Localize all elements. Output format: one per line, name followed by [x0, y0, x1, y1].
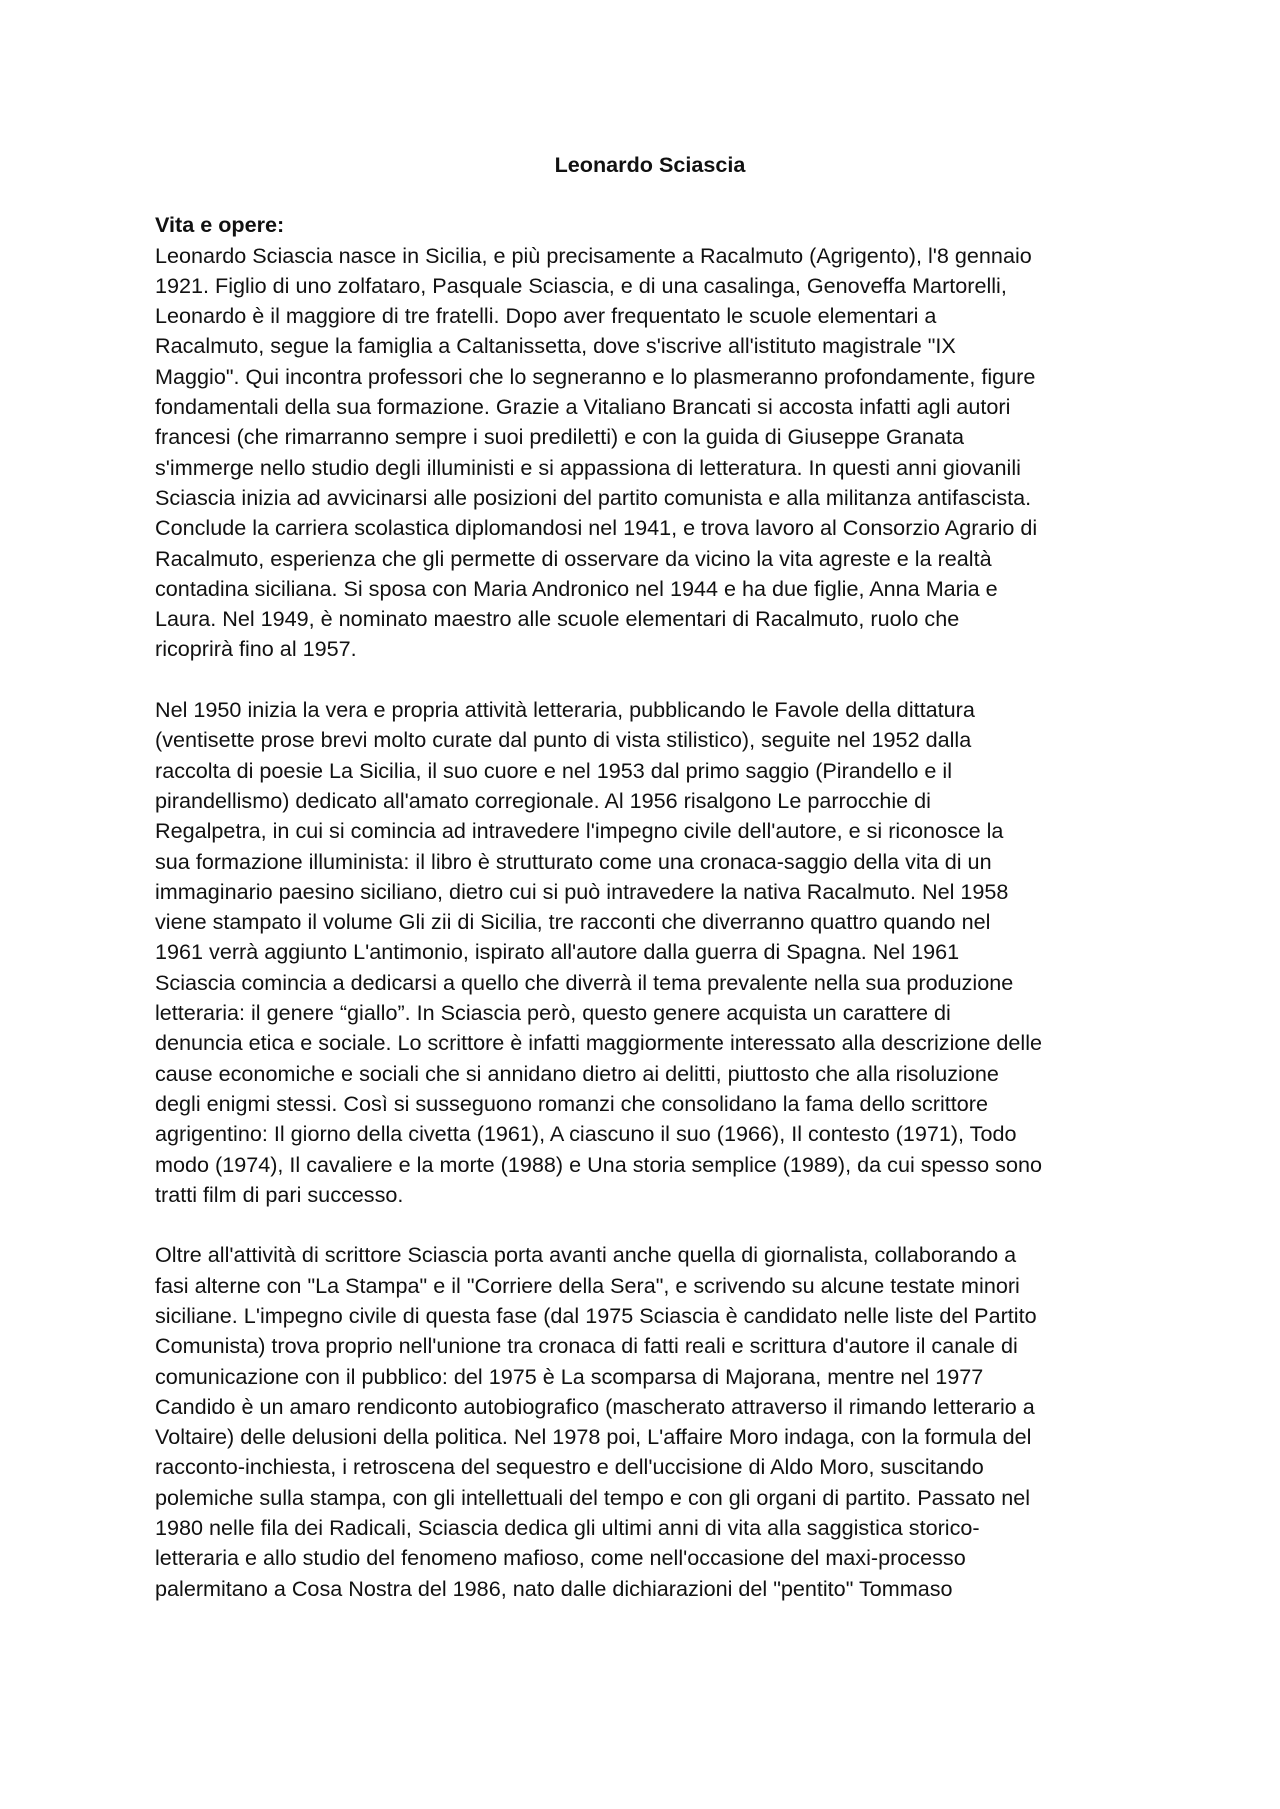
text-line: francesi (che rimarranno sempre i suoi prediletti) e con la guida di Giuseppe Granata: [155, 424, 964, 450]
text-line: sua formazione illuminista: il libro è strutturato come una cronaca-saggio della vita di un: [155, 848, 992, 874]
text-line: fondamentali della sua formazione. Grazie a Vitaliano Brancati si accosta infatti agli autori: [155, 394, 1011, 420]
text-line: Laura. Nel 1949, è nominato maestro alle scuole elementari di Racalmuto, ruolo che: [155, 606, 960, 632]
text-line: fasi alterne con "La Stampa" e il "Corriere della Sera", e scrivendo su alcune testate minori: [155, 1272, 1020, 1298]
text-line: cause economiche e sociali che si annidano dietro ai delitti, piuttosto che alla risoluzione: [155, 1060, 999, 1086]
text-line: palermitano a Cosa Nostra del 1986, nato dalle dichiarazioni del "pentito" Tommaso: [155, 1575, 953, 1601]
text-line: Racalmuto, esperienza che gli permette di osservare da vicino la vita agreste e la realtà: [155, 545, 992, 571]
text-line: Nel 1950 inizia la vera e propria attività letteraria, pubblicando le Favole della dittatura: [155, 697, 975, 723]
text-line: letteraria e allo studio del fenomeno mafioso, come nell'occasione del maxi-processo: [155, 1545, 966, 1571]
text-line: pirandellismo) dedicato all'amato corregionale. Al 1956 risalgono Le parrocchie di: [155, 787, 931, 813]
text-line: Sciascia comincia a dedicarsi a quello che diverrà il tema prevalente nella sua produzione: [155, 969, 1014, 995]
text-line: (ventisette prose brevi molto curate dal punto di vista stilistico), seguite nel 1952 dalla: [155, 727, 972, 753]
text-line: polemiche sulla stampa, con gli intellettuali del tempo e con gli organi di partito. Passato nel: [155, 1484, 1031, 1510]
text-line: degli enigmi stessi. Così si susseguono romanzi che consolidano la fama dello scrittore: [155, 1090, 988, 1116]
section-heading: Vita e opere:: [155, 212, 285, 238]
text-line: agrigentino: Il giorno della civetta (1961), A ciascuno il suo (1966), Il contesto (1971), Todo: [155, 1121, 1017, 1147]
text-line: Conclude la carriera scolastica diplomandosi nel 1941, e trova lavoro al Consorzio Agrario di: [155, 515, 1038, 541]
text-line: letteraria: il genere “giallo”. In Sciascia però, questo genere acquista un carattere di: [155, 1000, 951, 1026]
text-line: 1961 verrà aggiunto L'antimonio, ispirato all'autore dalla guerra di Spagna. Nel 1961: [155, 939, 960, 965]
text-line: Candido è un amaro rendiconto autobiografico (mascherato attraverso il rimando letterario a: [155, 1393, 1035, 1419]
text-line: ricoprirà fino al 1957.: [155, 636, 357, 662]
text-line: Regalpetra, in cui si comincia ad intravedere l'impegno civile dell'autore, e si riconosce la: [155, 818, 1004, 844]
text-line: Voltaire) delle delusioni della politica. Nel 1978 poi, L'affaire Moro indaga, con la formula del: [155, 1424, 1032, 1450]
text-line: 1980 nelle fila dei Radicali, Sciascia dedica gli ultimi anni di vita alla saggistica storico-: [155, 1515, 980, 1541]
paragraph: [155, 241, 1145, 665]
text-line: Comunista) trova proprio nell'unione tra cronaca di fatti reali e scrittura d'autore il canale di: [155, 1333, 1018, 1359]
text-line: Oltre all'attività di scrittore Sciascia porta avanti anche quella di giornalista, collaborando a: [155, 1242, 1017, 1268]
text-line: siciliane. L'impegno civile di questa fase (dal 1975 Sciascia è candidato nelle liste del Partito: [155, 1302, 1037, 1328]
text-line: viene stampato il volume Gli zii di Sicilia, tre racconti che diverranno quattro quando nel: [155, 909, 991, 935]
text-line: Leonardo è il maggiore di tre fratelli. Dopo aver frequentato le scuole elementari a: [155, 303, 937, 329]
text-line: denuncia etica e sociale. Lo scrittore è infatti maggiormente interessato alla descrizione delle: [155, 1030, 1043, 1056]
text-line: s'immerge nello studio degli illuministi e si appassiona di letteratura. In questi anni giovanili: [155, 454, 1021, 480]
text-line: racconto-inchiesta, i retroscena del sequestro e dell'uccisione di Aldo Moro, suscitando: [155, 1454, 984, 1480]
text-line: contadina siciliana. Si sposa con Maria Andronico nel 1944 e ha due figlie, Anna Maria e: [155, 575, 998, 601]
text-line: Sciascia inizia ad avvicinarsi alle posizioni del partito comunista e alla militanza antifascista.: [155, 484, 1032, 510]
document-title: Leonardo Sciascia: [554, 152, 746, 177]
text-line: immaginario paesino siciliano, dietro cui si può intravedere la nativa Racalmuto. Nel 1958: [155, 878, 1009, 904]
text-line: 1921. Figlio di uno zolfataro, Pasquale Sciascia, e di una casalinga, Genoveffa Martorelli,: [155, 272, 1007, 298]
text-line: Maggio". Qui incontra professori che lo segneranno e lo plasmeranno profondamente, figure: [155, 363, 1036, 389]
text-line: raccolta di poesie La Sicilia, il suo cuore e nel 1953 dal primo saggio (Pirandello e il: [155, 757, 953, 783]
text-line: tratti film di pari successo.: [155, 1181, 404, 1207]
text-line: comunicazione con il pubblico: del 1975 è La scomparsa di Majorana, mentre nel 1977: [155, 1363, 984, 1389]
text-line: modo (1974), Il cavaliere e la morte (1988) e Una storia semplice (1989), da cui spesso sono: [155, 1151, 1042, 1177]
text-line: Racalmuto, segue la famiglia a Caltanissetta, dove s'iscrive all'istituto magistrale "IX: [155, 333, 956, 359]
paragraph: [155, 1240, 1145, 1604]
document-body: [155, 150, 1145, 1634]
paragraph: [155, 695, 1145, 1210]
paragraphs-container: [155, 241, 1145, 1604]
text-line: Leonardo Sciascia nasce in Sicilia, e più precisamente a Racalmuto (Agrigento), l'8 gennaio: [155, 242, 1032, 268]
